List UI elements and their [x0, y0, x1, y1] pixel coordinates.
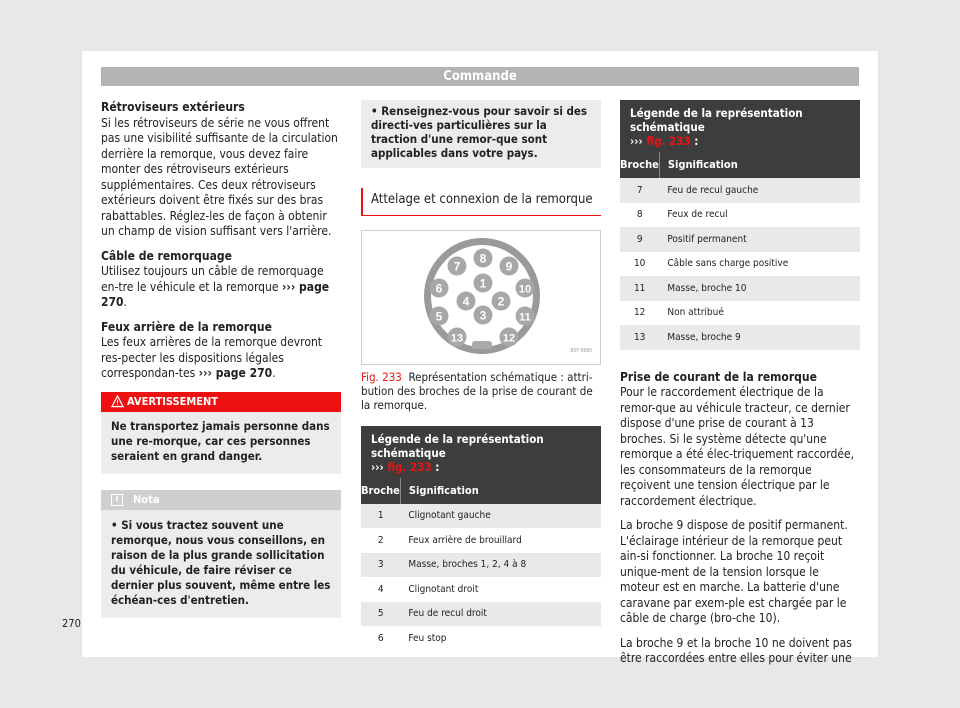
legend-title-text: Légende de la représentation schématique	[630, 106, 803, 134]
col-header-meaning: Signification	[659, 152, 860, 178]
period: .	[272, 366, 276, 380]
note-text: • Si vous tractez souvent une remorque, nous vous conseillons, en raison de la plus grande sollicitation du véhicule, de faire réviser ce dernier plus souvent, même entre les échéan-ces d'entretien.	[111, 517, 331, 607]
col-header-meaning: Signification	[400, 478, 601, 504]
meaning-cell: Masse, broche 9	[659, 325, 860, 350]
socket-key	[472, 341, 492, 349]
warning-text: Ne transportez jamais personne dans une re-morque, car ces personnes seraient en grand danger.	[111, 418, 330, 463]
text-socket-2: La broche 9 dispose de positif permanent. L'éclairage intérieur de la remorque peut ain-si fonctionner. La broche 10 reçoit unique-ment de la tension lorsque le moteur est en marche. La batterie d'une caravane par exem-ple est chargée par le câble de charge (bro-che 10).	[620, 518, 848, 625]
socket-diagram	[362, 231, 600, 364]
table-row	[361, 626, 601, 651]
legend-table	[361, 478, 601, 651]
pin-label-1: 1	[479, 276, 487, 290]
text-tow-cable-body: Utilisez toujours un câble de remorquage en-tre le véhicule et la remorque	[101, 264, 324, 294]
pin-label-11: 11	[519, 311, 531, 323]
table-row	[361, 577, 601, 602]
meaning-cell: Masse, broche 10	[659, 276, 860, 301]
pin-cell: 11	[620, 276, 659, 301]
period: .	[123, 295, 127, 309]
pin-cell: 12	[620, 301, 659, 326]
meaning-cell: Feu de recul gauche	[659, 178, 860, 203]
figure-caption	[361, 370, 601, 412]
meaning-cell: Feux de recul	[659, 203, 860, 228]
pin-label-9: 9	[505, 259, 513, 273]
legend-title	[361, 426, 601, 478]
pin-cell: 10	[620, 252, 659, 277]
table-row	[620, 203, 860, 228]
column-right	[620, 100, 860, 676]
meaning-cell: Feux arrière de brouillard	[400, 528, 601, 553]
note-text-body: Si vous tractez souvent une remorque, nous vous conseillons, en raison de la plus grande sollicitation du véhicule, de faire réviser ce dernier plus souvent, même entre les échéan-ces d'entretien.	[111, 517, 331, 607]
pin-label-12: 12	[502, 332, 516, 344]
pin-cell: 9	[620, 227, 659, 252]
info-icon: i	[111, 494, 123, 506]
note-header	[101, 490, 341, 510]
warning-header	[101, 392, 341, 412]
warning-box	[101, 392, 341, 474]
table-row	[620, 276, 860, 301]
warning-label: AVERTISSEMENT	[127, 394, 219, 408]
meaning-cell: Clignotant gauche	[400, 504, 601, 529]
column-left	[101, 100, 341, 618]
legend-title	[620, 100, 860, 152]
text-trailer-lights-body: Les feux arrières de la remorque devront res-pecter les dispositions légales correspondan-tes	[101, 335, 323, 380]
meaning-cell: Non attribué	[659, 301, 860, 326]
pin-label-5: 5	[435, 309, 443, 323]
meaning-cell: Feu de recul droit	[400, 602, 601, 627]
page-link[interactable]: ››› page 270	[101, 279, 330, 309]
note-box	[101, 490, 341, 618]
pin-label-13: 13	[450, 332, 464, 344]
legend-fig-link[interactable]: fig. 233	[387, 459, 432, 474]
legend-title-text: Légende de la représentation schématique	[371, 431, 544, 460]
heading-tow-cable: Câble de remorquage	[101, 248, 232, 263]
pin-label-6: 6	[435, 281, 443, 295]
note-label: Nota	[133, 492, 160, 506]
text-socket-3: La broche 9 et la broche 10 ne doivent pas être raccordées entre elles pour éviter une	[620, 635, 852, 665]
page-header: Commande	[101, 67, 859, 86]
col-header-pin: Broche	[361, 478, 400, 504]
meaning-cell: Positif permanent	[659, 227, 860, 252]
pin-cell: 3	[361, 553, 400, 578]
legend-table-1	[361, 426, 601, 651]
legend-ref-arrows: ›››	[371, 459, 384, 474]
section-title: Attelage et connexion de la remorque	[361, 188, 601, 216]
legend-table-2	[620, 100, 860, 350]
legend-ref-suffix: :	[690, 134, 699, 148]
tip-text: Renseignez-vous pour savoir si des directi-ves particulières sur la traction d'une remor-que sont applicables dans votre pays.	[371, 104, 588, 160]
text-socket-1: Pour le raccordement électrique de la remor-que au véhicule tracteur, ce dernier dispose d'une prise de courant à 13 broches. Si le système détecte qu'une remorque a été élec-triquement raccordée, les consommateurs de la remorque reçoivent une tension électrique par le raccordement électrique.	[620, 385, 855, 508]
pin-cell: 2	[361, 528, 400, 553]
table-row	[620, 325, 860, 350]
text-trailer-lights	[101, 335, 341, 382]
tip-box: • Renseignez-vous pour savoir si des directi-ves particulières sur la traction d'une remor-que sont applicables dans votre pays.	[361, 100, 601, 168]
warning-icon	[111, 395, 124, 408]
col-header-pin: Broche	[620, 152, 659, 178]
legend-table	[620, 152, 860, 350]
pin-cell: 8	[620, 203, 659, 228]
table-row	[620, 301, 860, 326]
pin-cell: 1	[361, 504, 400, 529]
pin-cell: 4	[361, 577, 400, 602]
pin-label-10: 10	[518, 283, 532, 295]
table-row	[620, 252, 860, 277]
page-link[interactable]: ››› page 270	[198, 366, 273, 380]
figure-code: B5F-0680	[570, 348, 592, 354]
heading-socket: Prise de courant de la remorque	[620, 369, 817, 384]
pin-cell: 5	[361, 602, 400, 627]
table-row	[361, 528, 601, 553]
pin-label-4: 4	[462, 294, 470, 308]
pin-label-7: 7	[453, 259, 461, 273]
pin-cell: 6	[361, 626, 400, 651]
table-row	[361, 553, 601, 578]
caption-text: Représentation schématique : attri-bution des broches de la prise de courant de la remorque.	[361, 369, 593, 412]
pin-label-8: 8	[479, 251, 487, 265]
caption-fig-ref: Fig. 233	[361, 369, 402, 384]
table-row	[361, 602, 601, 627]
legend-ref-arrows: ›››	[630, 134, 643, 148]
heading-mirrors: Rétroviseurs extérieurs	[101, 100, 245, 114]
column-middle	[361, 100, 601, 651]
heading-trailer-lights: Feux arrière de la remorque	[101, 319, 272, 334]
pin-cell: 7	[620, 178, 659, 203]
table-row	[620, 178, 860, 203]
table-row	[620, 227, 860, 252]
pin-label-3: 3	[479, 308, 487, 322]
legend-ref-suffix: :	[431, 459, 440, 474]
pin-label-2: 2	[497, 294, 505, 308]
text-mirrors: Si les rétroviseurs de série ne vous offrent pas une visibilité suffisante de la circulation derrière la remorque, vous devez faire monter des rétroviseurs extérieurs supplémentaires. Ces deux rétroviseurs extérieurs doivent être fixés sur des bras rabattables. Réglez-les de façon à obtenir un champ de vision suffisant vers l'arrière.	[101, 115, 338, 238]
pin-cell: 13	[620, 325, 659, 350]
table-row	[361, 504, 601, 529]
meaning-cell: Clignotant droit	[400, 577, 601, 602]
page-number: 270	[62, 617, 81, 630]
legend-fig-link[interactable]: fig. 233	[646, 134, 691, 148]
text-tow-cable	[101, 264, 341, 311]
figure-233	[361, 230, 601, 365]
meaning-cell: Masse, broches 1, 2, 4 à 8	[400, 553, 601, 578]
meaning-cell: Câble sans charge positive	[659, 252, 860, 277]
meaning-cell: Feu stop	[400, 626, 601, 651]
